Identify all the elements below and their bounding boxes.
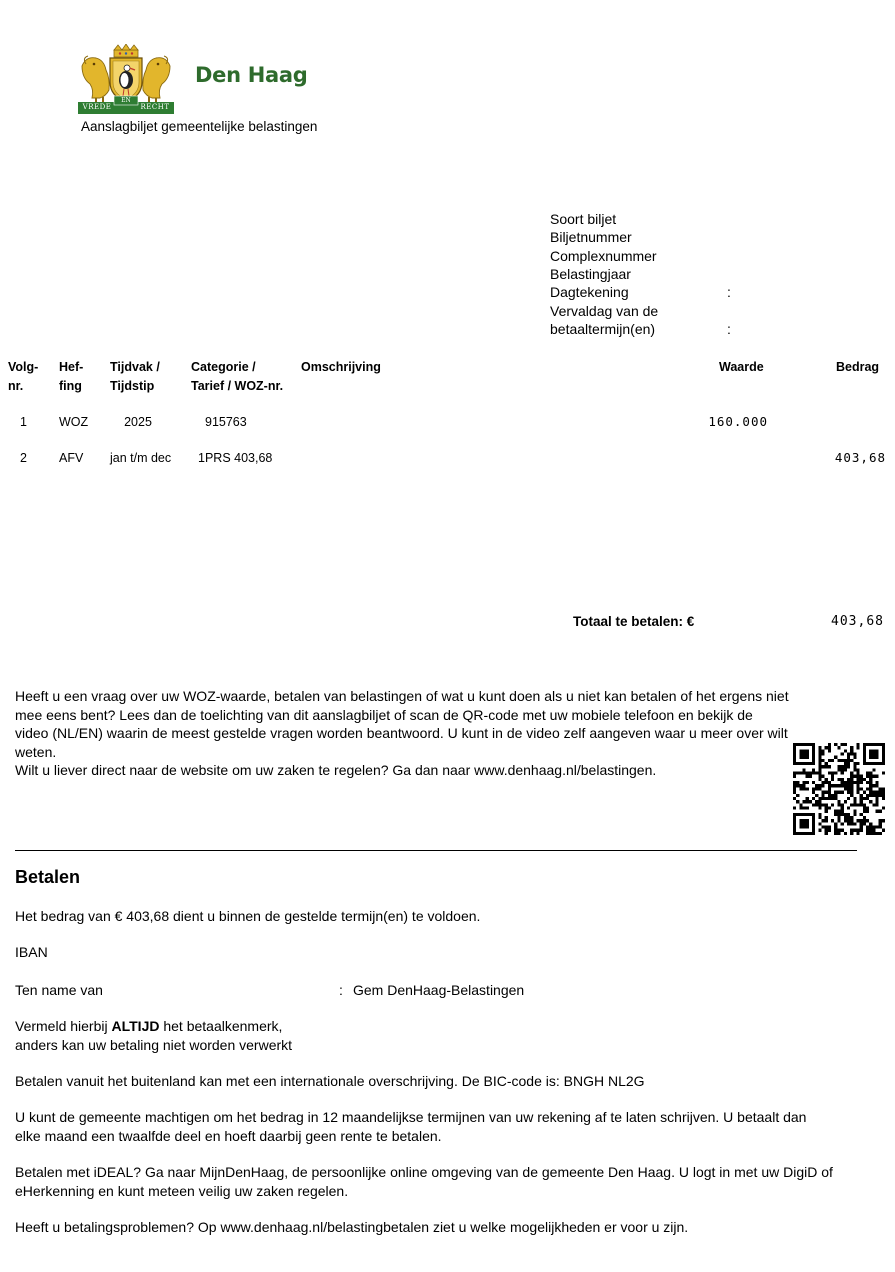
den-haag-crest-icon (76, 44, 176, 116)
table-row (0, 448, 895, 468)
cell-heffing: WOZ (59, 415, 89, 429)
meta-dagtekening: Dagtekening (550, 284, 629, 300)
meta-soort-biljet: Soort biljet (550, 211, 617, 227)
ten-name-van-value: Gem DenHaag-Belastingen (353, 982, 525, 998)
cell-tijdvak: jan t/m dec (110, 451, 172, 465)
meta-vervaldag-line1: Vervaldag van de (550, 303, 659, 319)
section-divider (15, 850, 857, 851)
meta-dagtekening-colon: : (727, 284, 731, 300)
cell-categorie: 1PRS 403,68 (198, 451, 273, 465)
header-bedrag: Bedrag (836, 360, 880, 374)
betalen-amount-line: Het bedrag van € 403,68 dient u binnen de gestelde termijn(en) te voldoen. (15, 908, 481, 924)
crest-ribbon-right: RECHT (140, 103, 170, 111)
ten-name-van-colon: : (339, 982, 343, 998)
cell-categorie: 915763 (205, 415, 247, 429)
iban-label: IBAN (15, 944, 48, 960)
meta-vervaldag-colon: : (727, 321, 731, 337)
brand-name: Den Haag (195, 63, 308, 87)
betalingsproblemen-paragraph: Heeft u betalingsproblemen? Op www.denhaag.nl/belastingbetalen ziet u welke mogelijkheden er voor u zijn. (15, 1219, 689, 1235)
machtigen-paragraph: U kunt de gemeente machtigen om het bedrag in 12 maandelijkse termijnen van uw rekening af te laten schrijven. U betaalt dan elke maand een twaalfde deel en hoeft daarbij geen rente te betalen. (15, 1109, 807, 1144)
qr-code-icon[interactable] (793, 743, 885, 835)
cell-heffing: AFV (59, 451, 84, 465)
header-tijdvak: Tijdvak / Tijdstip (110, 360, 160, 393)
info-paragraph: Heeft u een vraag over uw WOZ-waarde, betalen van belastingen of wat u kunt doen als u niet kan betalen of het ergens niet mee eens bent? Lees dan de toelichting van dit aanslagbiljet of scan de QR-code met uw mobiele telefoon en bekijk de video (NL/EN) waarin de meest gestelde vragen worden beantwoord. U kunt in de video zelf aangeven waar u meer over wilt weten. (15, 688, 789, 760)
header-waarde: Waarde (719, 360, 764, 374)
meta-biljetnummer: Biljetnummer (550, 229, 632, 245)
cell-tijdvak: 2025 (124, 415, 152, 429)
header-volg-nr: Volg- nr. (8, 360, 39, 393)
info-website-paragraph: Wilt u liever direct naar de website om uw zaken te regelen? Ga dan naar www.denhaag.nl/belastingen. (15, 762, 657, 778)
meta-belastingjaar: Belastingjaar (550, 266, 631, 282)
cell-bedrag: 403,68 (834, 450, 886, 465)
ten-name-van-label: Ten name van (15, 982, 103, 998)
table-row (0, 412, 895, 432)
crest-ribbon-middle: EN (121, 97, 131, 104)
cell-nr: 1 (20, 415, 27, 429)
buitenland-paragraph: Betalen vanuit het buitenland kan met een internationale overschrijving. De BIC-code is: BNGH NL2G (15, 1073, 645, 1089)
meta-vervaldag-line2: betaaltermijn(en) (550, 321, 656, 337)
ideal-paragraph: Betalen met iDEAL? Ga naar MijnDenHaag, de persoonlijke online omgeving van de gemeente Den Haag. U logt in met uw DigiD of eHerkenning en kunt meteen veilig uw zaken regelen. (15, 1164, 833, 1199)
header-heffing: Hef- fing (59, 360, 84, 393)
betaalkenmerk-notice: Vermeld hierbij ALTIJD het betaalkenmerk, anders kan uw betaling niet worden verwerkt (15, 1018, 293, 1053)
crest-ribbon-left: VREDE (82, 103, 112, 111)
document-title: Aanslagbiljet gemeentelijke belastingen (81, 119, 318, 134)
cell-waarde: 160.000 (708, 414, 768, 429)
header-omschrijving: Omschrijving (301, 360, 381, 374)
cell-nr: 2 (20, 451, 27, 465)
totaal-label: Totaal te betalen: € (573, 614, 695, 629)
header-categorie: Categorie / Tarief / WOZ-nr. (191, 360, 284, 393)
meta-complexnummer: Complexnummer (550, 248, 657, 264)
betalen-heading: Betalen (15, 867, 81, 887)
totaal-value: 403,68 (831, 614, 884, 629)
